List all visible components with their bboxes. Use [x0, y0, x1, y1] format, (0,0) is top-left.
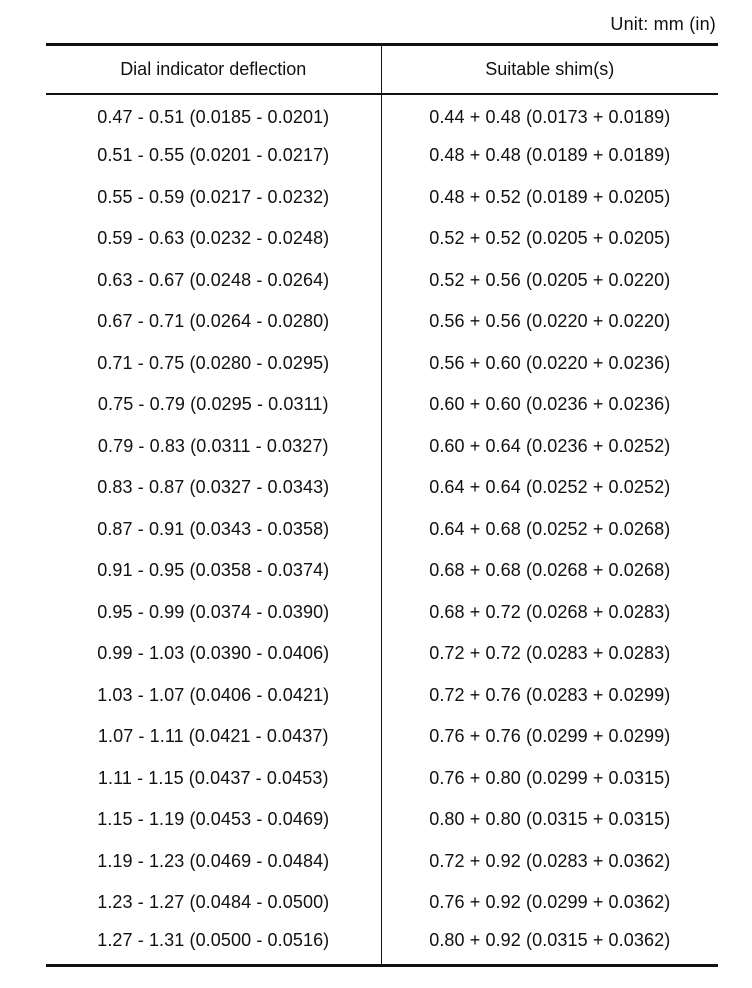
- table-row: [46, 301, 718, 343]
- shim-cell: 0.44 + 0.48 (0.0173 + 0.0189): [429, 107, 671, 128]
- shim-cell: 0.52 + 0.56 (0.0205 + 0.0220): [429, 269, 671, 290]
- deflection-cell: 1.11 - 1.15 (0.0437 - 0.0453): [46, 758, 381, 800]
- shim-cell: 0.68 + 0.68 (0.0268 + 0.0268): [429, 560, 671, 581]
- shim-cell: 0.76 + 0.80 (0.0299 + 0.0315): [429, 767, 671, 788]
- table-row: [46, 633, 718, 675]
- table-row: [46, 882, 718, 924]
- shim-cell: 0.56 + 0.60 (0.0220 + 0.0236): [429, 352, 671, 373]
- shim-cell: 0.48 + 0.52 (0.0189 + 0.0205): [429, 186, 671, 207]
- deflection-cell: 1.27 - 1.31 (0.0500 - 0.0516): [46, 924, 381, 966]
- deflection-cell: 1.19 - 1.23 (0.0469 - 0.0484): [46, 841, 381, 883]
- shim-cell: 0.60 + 0.60 (0.0236 + 0.0236): [429, 394, 671, 415]
- deflection-cell: 0.87 - 0.91 (0.0343 - 0.0358): [46, 509, 381, 551]
- deflection-cell: 0.67 - 0.71 (0.0264 - 0.0280): [46, 301, 381, 343]
- table-row: [46, 509, 718, 551]
- deflection-cell: 0.83 - 0.87 (0.0327 - 0.0343): [46, 467, 381, 509]
- table-row: [46, 384, 718, 426]
- deflection-cell: 1.23 - 1.27 (0.0484 - 0.0500): [46, 882, 381, 924]
- table-row: [46, 94, 718, 136]
- table-row: [46, 343, 718, 385]
- deflection-cell: 0.99 - 1.03 (0.0390 - 0.0406): [46, 633, 381, 675]
- deflection-cell: 0.95 - 0.99 (0.0374 - 0.0390): [46, 592, 381, 634]
- shim-cell: 0.72 + 0.72 (0.0283 + 0.0283): [429, 643, 671, 664]
- deflection-cell: 0.79 - 0.83 (0.0311 - 0.0327): [46, 426, 381, 468]
- deflection-cell: 1.03 - 1.07 (0.0406 - 0.0421): [46, 675, 381, 717]
- shim-selection-table: [46, 43, 718, 967]
- table-row: [46, 177, 718, 219]
- table-row: [46, 550, 718, 592]
- column-header-dial-indicator-deflection: Dial indicator deflection: [46, 45, 381, 94]
- shim-cell: 0.64 + 0.68 (0.0252 + 0.0268): [429, 518, 671, 539]
- unit-note: Unit: mm (in): [610, 14, 716, 34]
- table-row: [46, 135, 718, 177]
- table-row: [46, 592, 718, 634]
- deflection-cell: 0.63 - 0.67 (0.0248 - 0.0264): [46, 260, 381, 302]
- shim-cell: 0.64 + 0.64 (0.0252 + 0.0252): [429, 477, 671, 498]
- deflection-cell: 0.59 - 0.63 (0.0232 - 0.0248): [46, 218, 381, 260]
- shim-cell: 0.72 + 0.76 (0.0283 + 0.0299): [429, 684, 671, 705]
- table-header: [46, 45, 718, 94]
- table-row: [46, 675, 718, 717]
- deflection-cell: 0.71 - 0.75 (0.0280 - 0.0295): [46, 343, 381, 385]
- shim-cell: 0.68 + 0.72 (0.0268 + 0.0283): [429, 601, 671, 622]
- deflection-cell: 0.75 - 0.79 (0.0295 - 0.0311): [46, 384, 381, 426]
- table-body: [46, 94, 718, 966]
- column-header-suitable-shims: Suitable shim(s): [381, 45, 718, 94]
- shim-cell: 0.80 + 0.80 (0.0315 + 0.0315): [429, 809, 671, 830]
- shim-cell: 0.80 + 0.92 (0.0315 + 0.0362): [381, 924, 718, 966]
- shim-cell: 0.76 + 0.76 (0.0299 + 0.0299): [429, 726, 671, 747]
- shim-cell: 0.48 + 0.48 (0.0189 + 0.0189): [429, 145, 671, 166]
- deflection-cell: 0.51 - 0.55 (0.0201 - 0.0217): [46, 135, 381, 177]
- deflection-cell: 0.91 - 0.95 (0.0358 - 0.0374): [46, 550, 381, 592]
- table-row: [46, 467, 718, 509]
- deflection-cell: 1.15 - 1.19 (0.0453 - 0.0469): [46, 799, 381, 841]
- table-row: [46, 758, 718, 800]
- table-row: [46, 924, 718, 966]
- table-row: [46, 841, 718, 883]
- shim-cell: 0.76 + 0.92 (0.0299 + 0.0362): [429, 892, 671, 913]
- table-row: [46, 260, 718, 302]
- table-row: [46, 218, 718, 260]
- deflection-cell: 0.47 - 0.51 (0.0185 - 0.0201): [46, 94, 381, 136]
- shim-cell: 0.52 + 0.52 (0.0205 + 0.0205): [429, 228, 671, 249]
- deflection-cell: 1.07 - 1.11 (0.0421 - 0.0437): [46, 716, 381, 758]
- shim-cell: 0.72 + 0.92 (0.0283 + 0.0362): [429, 850, 671, 871]
- shim-cell: 0.60 + 0.64 (0.0236 + 0.0252): [429, 435, 671, 456]
- header-row: [46, 45, 718, 94]
- table-row: [46, 716, 718, 758]
- table-row: [46, 799, 718, 841]
- table-row: [46, 426, 718, 468]
- shim-cell: 0.56 + 0.56 (0.0220 + 0.0220): [429, 311, 671, 332]
- deflection-cell: 0.55 - 0.59 (0.0217 - 0.0232): [46, 177, 381, 219]
